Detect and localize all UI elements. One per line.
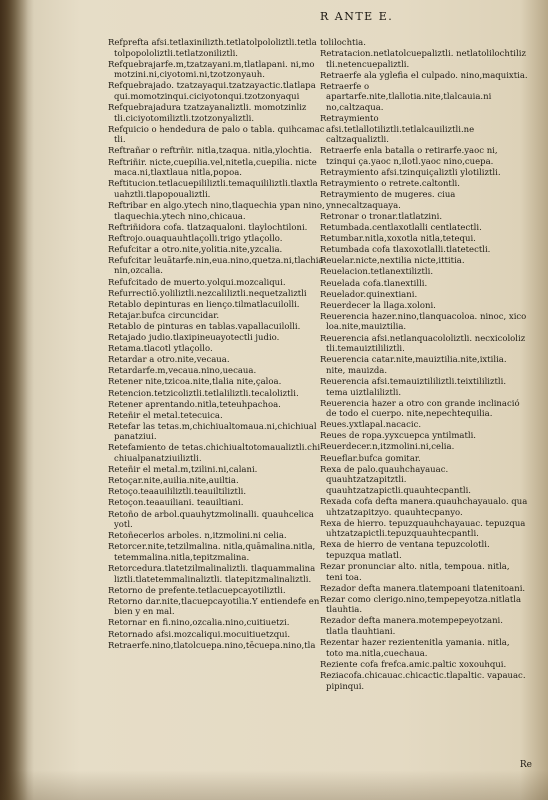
dictionary-entry: Rexa de hierro. tepuzquauhchayauac. tepuzqua uhtzatzapictli.tepuzquauhtecpantli. — [320, 518, 526, 540]
dictionary-entry: Retoço.teaauililiztli.teauiltiliztli. — [108, 487, 247, 498]
dictionary-entry: Retraymiento o retrete.caltontli. — [320, 179, 460, 190]
dictionary-entry: Retencion.tetzicoliztli.tetlaliliztli.tecaloliztli. — [108, 388, 299, 399]
dictionary-entry: Reuerdecer.n,itzmolini.ni,celia. — [320, 442, 455, 453]
dictionary-entry: Retama.tlacotl ytlaçollo. — [108, 344, 213, 355]
dictionary-entry: Retornado afsi.mozcaliqui.mocuitiuetzqui. — [108, 629, 291, 640]
dictionary-entry: Retumbar.nitla,xoxotla nitla,tetequi. — [320, 234, 476, 245]
dictionary-entry: Retorcedura.tlatetzilmalinaliztli. tlaquammalina liztli.tlatetemmalinaliztli. tlatepitzmalinaliztli. — [108, 564, 316, 585]
dictionary-entry: Retraerfe o apartarfe.nite,tlallotia.nite,tlalcauia.ni no,caltzaqua. — [320, 81, 492, 114]
dictionary-entry: Retorcer.nite,tetzilmalina. nitla,quāmalina.nitla, tetemmalina.nitla,tepitzmalina. — [108, 542, 316, 563]
dictionary-entry: Reftriñir. nicte,cuepilia.vel,nitetla,cuepilia. nicte maca.ni,tlaxtlaua nitla,popoa. — [108, 157, 317, 179]
dictionary-entry: Rezar como clerigo.nino,tempepeyotza.nitlatla tlauhtia. — [320, 594, 522, 616]
dictionary-entry: Reftitucion.tetlacuepililiztli.temaquililiztli.tlaxtla uahztli.tlapopoualiztli. — [108, 179, 318, 200]
dictionary-entry: Reuerencia hazer.nino,tlanquacoloa. ninoc, xico loa.nite,mauiztilia. — [320, 311, 527, 333]
dictionary-entry: Reuerencia catar.nite,mauiztilia.nite,ixtilia. nite, mauizda. — [320, 355, 507, 376]
dictionary-entry: Retoçon.teaauiliani. teauiltiani. — [108, 498, 244, 509]
dictionary-entry: Reues.yxtlapal.nacacic. — [320, 420, 422, 431]
dictionary-entry: Refufcitado de muerto.yolqui.mozcaliqui. — [108, 277, 286, 288]
dictionary-entry: Retardarfe.m,vecaua.nino,uecaua. — [108, 366, 257, 377]
running-head: R ANTE E. — [320, 10, 394, 23]
dictionary-entry: Retajar.bufca circuncidar. — [108, 310, 220, 321]
dictionary-entry: Reuerdecer la llaga.xoloni. — [320, 300, 436, 311]
dictionary-entry: Rezador defta manera.tlatempoani tlatenitoani. — [320, 583, 526, 594]
dictionary-entry: Reuerencia afsi.temauiztililiztli.teixtililiztli. tema uiztlaliliztli. — [320, 376, 507, 398]
dictionary-entry: Retronar o tronar.tlatlatzini. — [320, 212, 443, 222]
dictionary-entry: Reuerencia afsi.netlanquacololiztli. necxicololiz tli.temauiztililiztli. — [320, 333, 526, 355]
dictionary-entry: Reteñir el metal.tetecuica. — [108, 410, 223, 421]
left-column — [108, 38, 330, 652]
dictionary-entry: Refufcitar a otro.nite,yolitia.nite,yzcalia. — [108, 244, 283, 255]
dictionary-entry: Refquebrajado. tzatzayaqui.tzatzayactic.tlatlapa qui.momotzinqui.ciciyotonqui.tzotzonyaqui — [108, 81, 316, 102]
dictionary-entry: Retoçar.nite,auilia.nite,auiltia. — [108, 476, 239, 487]
dictionary-entry: Reftrojo.ouaquauhtlaçolli.trigo ytlaçollo. — [108, 233, 283, 244]
dictionary-entry: Reftrañar o reftrñir. nitla,tzaqua. nitla,ylochtia. — [108, 146, 313, 157]
dictionary-entry: Retablo de pinturas en tablas.vapallacuilolli. — [108, 321, 301, 332]
dictionary-entry: Retraerfe ala yglefia el culpado. nino,maquixtia. — [320, 70, 528, 81]
dictionary-entry: Retardar a otro.nite,vecaua. — [108, 355, 230, 366]
dictionary-entry: Retumbada.centlaxotlalli centlatectli. — [320, 223, 482, 234]
dictionary-entry: Rexa de hierro de ventana tepuzcolotli. tepuzqua matlatl. — [320, 540, 490, 561]
dictionary-entry: Reteñir el metal.m,tzilini.ni,calani. — [108, 465, 258, 476]
dictionary-entry: Reues de ropa.yyxcuepca yntilmatli. — [320, 431, 477, 442]
dictionary-entry: Reuelacion.tetlanextiliztli. — [320, 267, 434, 278]
dictionary-entry: Retoñecerlos arboles. n,itzmolini.ni celia. — [108, 531, 287, 542]
dictionary-entry: Retoño de arbol.quauhytzmolinalli. quauhcelica yotl. — [108, 509, 314, 531]
dictionary-entry: Retumbada cofa tlaxoxotlalli.tlatetectli. — [320, 245, 491, 256]
right-column — [320, 38, 528, 693]
binding-edge — [0, 0, 34, 800]
dictionary-entry: Retorno dar.nite,tlacuepcayotilia.Y entiendefe en bien y en mal. — [108, 596, 320, 618]
dictionary-entry: Retefamiento de tetas.chichiualtotomaualiztli.chi chiualpanatziuiliztli. — [108, 443, 321, 465]
dictionary-entry: Reuelador.quinextiani. — [320, 289, 418, 300]
dictionary-entry: Retablo depinturas en lienço.tilmatlacuilolli. — [108, 299, 300, 310]
dictionary-entry: Reueflar.bufca gomitar. — [320, 453, 421, 464]
dictionary-entry: Refquebrajarfe.m,tzatzayani.m,tlatlapani. ni,mo motzini.ni,ciyotomi.ni,tzotzonyauh. — [108, 59, 315, 81]
dictionary-entry: Refprefta afsi.tetlaxinilizth.tetlatolpololiztli.tetla tolpopololiztli.tetlatzoniliztli. — [108, 38, 317, 59]
dictionary-entry: Retraymiento afsi.tzinquiçaliztli ylotiliztli. — [320, 168, 501, 179]
dictionary-entry: Refufcitar leuātarfe.nin,eua.nino,quetza.ni,tlachia nin,ozcalia. — [108, 255, 324, 277]
dictionary-entry: Retener aprentando.nitla,teteuhpachoa. — [108, 399, 281, 410]
dictionary-entry: Retefar las tetas.m,chichiualtomaua.ni,chichiual panatziui. — [108, 421, 317, 443]
dictionary-entry: Retajado judio.tlaxipineuayotectli judio. — [108, 333, 280, 344]
dictionary-entry: Retratacion.netlatolcuepaliztli. netlatolilochtiliz tli.netencuepaliztli. — [320, 49, 526, 70]
dictionary-entry: Reftriñidora cofa. tlatzaqualoni. tlaylochtiloni. — [108, 222, 308, 233]
dictionary-entry: Retraymiento afsi.tetlallotiliztli.tetlalcauiliztli.ne caltzaqualiztli. — [320, 114, 475, 146]
dictionary-entry: tolilochtia. — [320, 38, 366, 48]
dictionary-entry: Refquebrajadura tzatzayanaliztli. momotzinliz tli.ciciyotomiliztli.tzotzonyaliztli. — [108, 103, 307, 124]
dictionary-entry: Reuerencia hazer a otro con grande inclinació de todo el cuerpo. nite,nepechtequilia. — [320, 398, 520, 420]
dictionary-entry: Reuelar.nicte,nextilia nicte,ittitia. — [320, 256, 465, 267]
catchword: Re — [519, 760, 532, 770]
page-shadow — [0, 770, 548, 800]
dictionary-entry: Retener nite,tzicoa.nite,tlalia nite,çaloa. — [108, 377, 282, 388]
dictionary-entry: Refurrectiō.yoliliztli.nezcaliliztli.nequetzaliztli — [108, 288, 307, 299]
dictionary-entry: Reziacofa.chicauac.chicactic.tlapaltic. vapauac. pipinqui. — [320, 670, 526, 692]
dictionary-entry: Rexada cofa defta manera.quauhchayaualo. qua uhtzatzapitzyo. quauhtecpanyo. — [320, 496, 528, 518]
dictionary-entry: Retraerfe enla batalla o retirarfe.yaoc ni, tzinqui ça.yaoc n,ilotl.yaoc nino,cuepa. — [320, 146, 498, 168]
dictionary-entry: Reuelada cofa.tlanextilli. — [320, 278, 428, 289]
dictionary-entry: Reziente cofa frefca.amic.paltic xoxouhqui. — [320, 659, 507, 670]
dictionary-entry: Rezador defta manera.motempepeyotzani. tlatla tlauhtiani. — [320, 616, 503, 638]
dictionary-entry: Rezentar hazer rezientenitla yamania. nitla, toto ma.nitla,cuechaua. — [320, 638, 510, 659]
dictionary-entry: Reftribar en algo.ytech nino,tlaquechia ypan nino, tlaquechia.ytech nino,chicaua. — [108, 200, 325, 222]
dictionary-entry: Retorno de prefente.tetlacuepcayotiliztli. — [108, 585, 286, 596]
dictionary-entry: Rexa de palo.quauhchayauac. quauhtzatzapitztli. quauhtzatzapictli.quauhtecpantli. — [320, 464, 472, 496]
dictionary-entry: Rezar pronunciar alto. nitla, tempoua. nitla, teni toa. — [320, 562, 510, 583]
dictionary-entry: Retraymiento de mugeres. ciua ynnecaltzaquaya. — [320, 190, 456, 211]
dictionary-entry: Retornar en fi.nino,ozcalia.nino,cuitiuetzi. — [108, 618, 290, 629]
dictionary-entry: Refquicio o hendedura de palo o tabla. quihcamac tli. — [108, 124, 325, 146]
dictionary-entry: Retraerfe.nino,tlatolcuepa.nino,tēcuepa.nino,tla — [108, 640, 316, 651]
